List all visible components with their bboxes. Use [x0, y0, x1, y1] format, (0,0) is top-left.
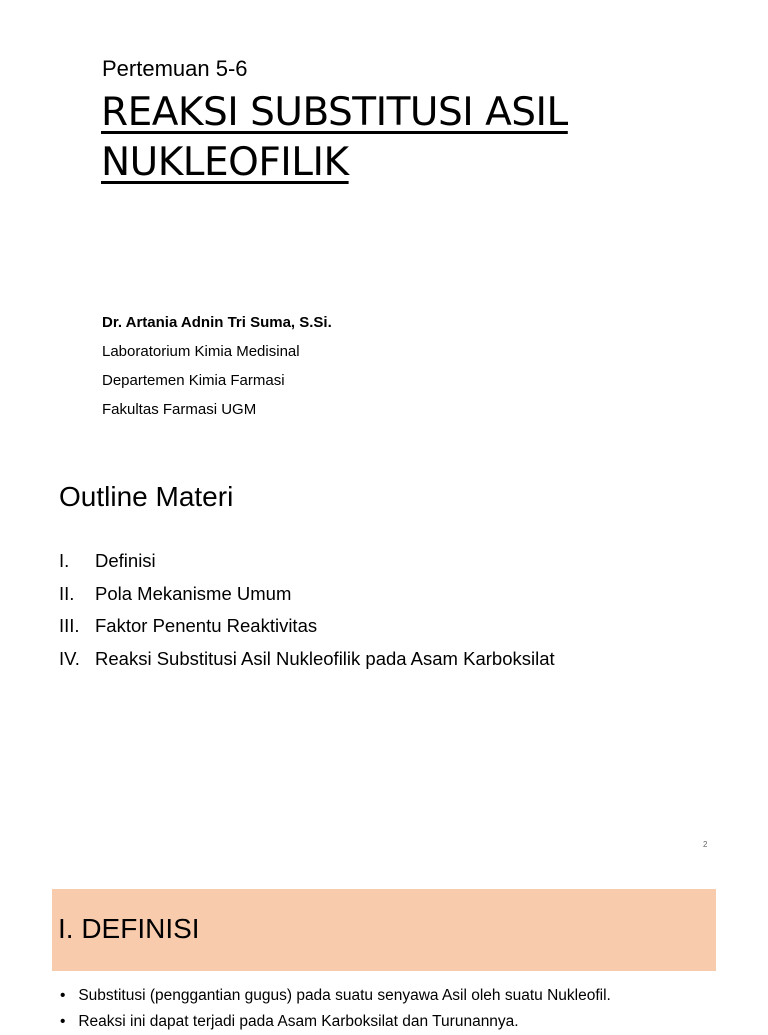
list-item-text: Pola Mekanisme Umum [95, 582, 292, 604]
bullet-item [60, 983, 740, 1009]
bullet-item [60, 1009, 740, 1035]
list-item [59, 611, 555, 644]
title-line-2: NUKLEOFILIK [101, 140, 349, 185]
title-line-1: REAKSI SUBSTITUSI ASIL [101, 90, 568, 135]
bullet-text: Substitusi (penggantian gugus) pada suatu senyawa Asil oleh suatu Nukleofil. [78, 987, 611, 1004]
list-item-number: III. [59, 615, 80, 636]
page-number: 2 [703, 840, 708, 849]
list-item-number: IV. [59, 647, 80, 669]
outline-heading: Outline Materi [59, 481, 234, 512]
slide-subtitle: Pertemuan 5-6 [102, 56, 248, 81]
author-affiliation-lab: Laboratorium Kimia Medisinal [102, 343, 300, 360]
bullet-text: Reaksi ini dapat terjadi pada Asam Karboksilat dan Turunannya. [78, 1013, 519, 1030]
slide-title [101, 88, 661, 188]
list-item [59, 579, 555, 612]
slide-separator [0, 450, 768, 452]
list-item-text: Faktor Penentu Reaktivitas [95, 615, 318, 636]
author-block [102, 308, 332, 424]
outline-list [59, 546, 555, 676]
list-item-text: Reaksi Substitusi Asil Nukleofilik pada Asam Karboksilat [95, 647, 555, 669]
list-item-number: I. [59, 550, 70, 571]
slide-separator [0, 872, 768, 874]
list-item [59, 644, 555, 677]
bullet-icon: • [60, 1013, 66, 1030]
definition-heading: I. DEFINISI [58, 913, 200, 944]
author-name: Dr. Artania Adnin Tri Suma, S.Si. [102, 314, 332, 331]
title-slide [0, 0, 768, 450]
bullet-icon: • [60, 987, 66, 1004]
author-affiliation-faculty: Fakultas Farmasi UGM [102, 401, 257, 418]
list-item-number: II. [59, 582, 75, 604]
author-affiliation-department: Departemen Kimia Farmasi [102, 372, 285, 389]
list-item-text: Definisi [95, 550, 156, 571]
list-item [59, 546, 555, 579]
definition-bullets [60, 983, 740, 1035]
